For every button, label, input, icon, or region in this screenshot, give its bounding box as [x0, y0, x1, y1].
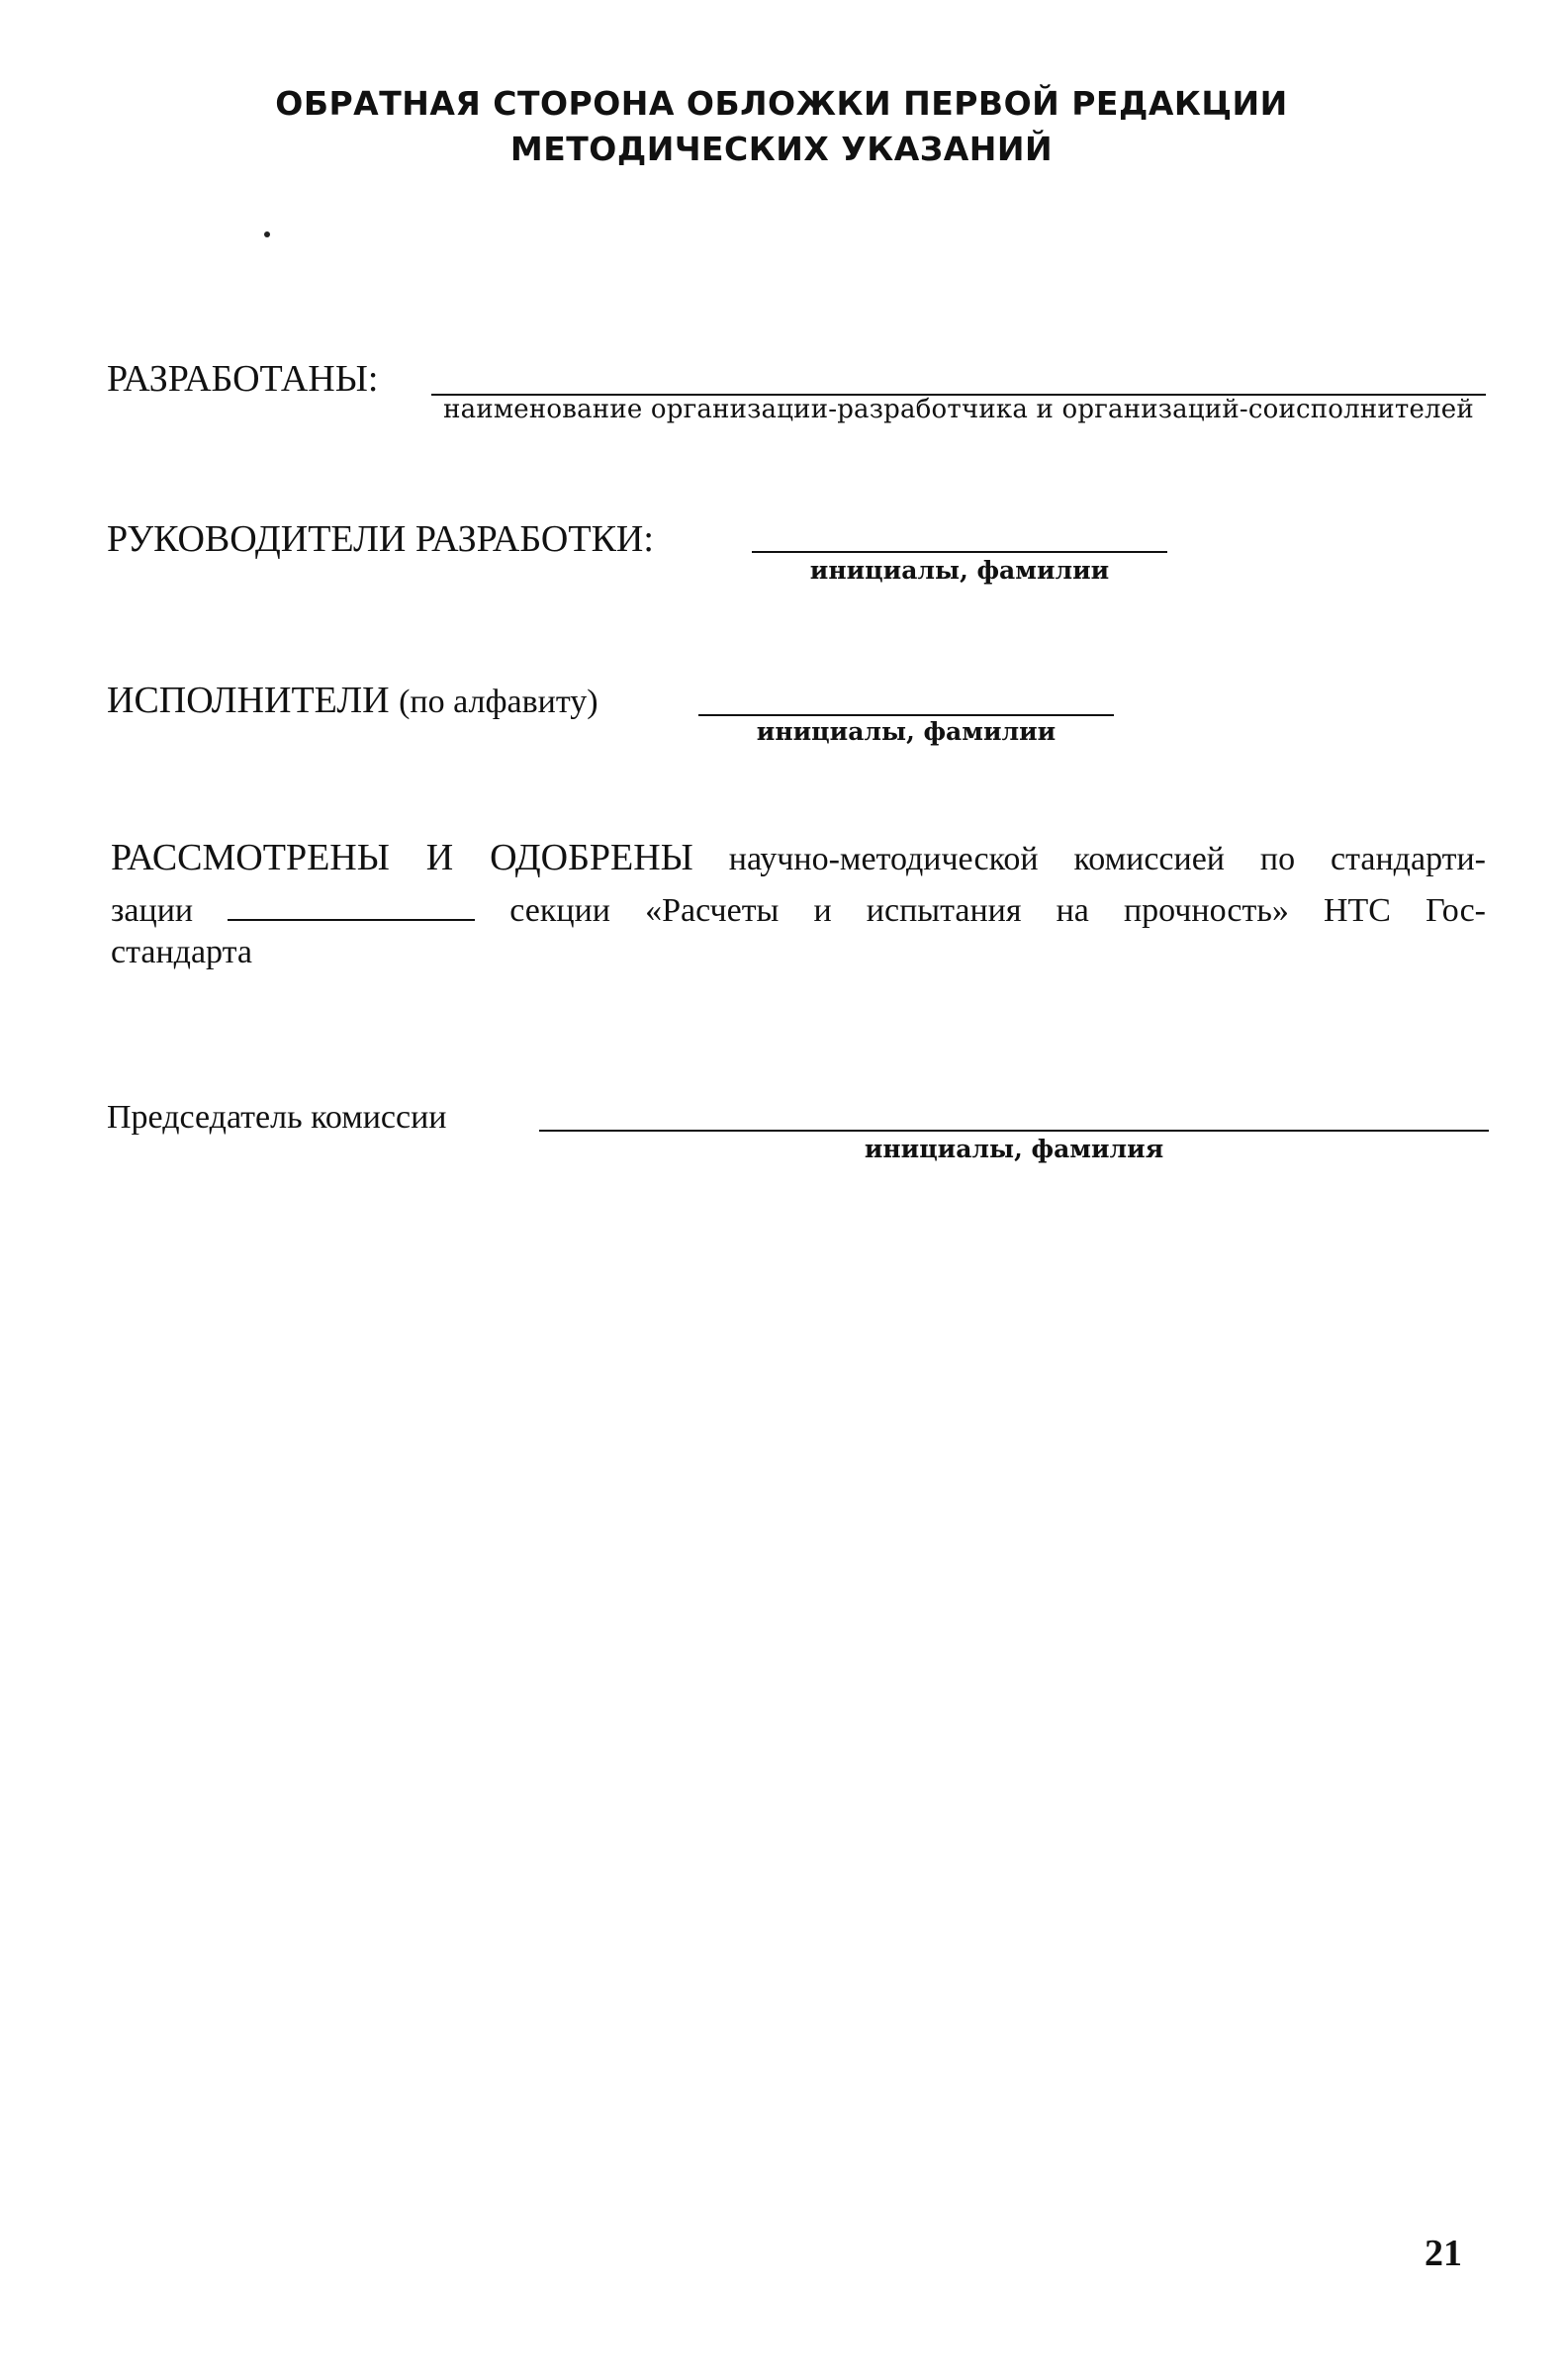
developed-label: РАЗРАБОТАНЫ:: [107, 358, 379, 400]
leaders-fill-line: [752, 551, 1167, 553]
performers-caption: инициалы, фамилии: [756, 717, 1057, 746]
approval-line-2-start: зации: [111, 892, 194, 929]
leaders-caption: инициалы, фамилии: [809, 556, 1110, 585]
performers-label: ИСПОЛНИТЕЛИ: [107, 680, 390, 721]
approval-line-2-rest: секции «Расчеты и испытания на прочность» НТС Гос-: [509, 892, 1486, 929]
title-line-1: ОБРАТНАЯ СТОРОНА ОБЛОЖКИ ПЕРВОЙ РЕДАКЦИИ: [275, 84, 1288, 123]
approval-caps: РАССМОТРЕНЫ И ОДОБРЕНЫ: [111, 837, 693, 878]
approval-line-1: [111, 837, 1486, 880]
approval-paragraph: [111, 837, 1486, 973]
performers-label-row: [107, 679, 598, 724]
stray-dot-mark: [264, 231, 270, 237]
chairman-label: Председатель комиссии: [107, 1099, 447, 1136]
developed-caption: наименование организации-разработчика и организаций-соисполнителей: [443, 395, 1474, 424]
approval-line-1-rest: научно-методической комиссией по стандарти-: [728, 841, 1486, 877]
chairman-caption: инициалы, фамилия: [864, 1135, 1164, 1163]
section-name-blank: [228, 893, 475, 921]
approval-line-3: стандарта: [111, 934, 252, 970]
page-number: 21: [1425, 2233, 1462, 2274]
chairman-label-row: [107, 1094, 447, 1140]
approval-line-2: [111, 890, 1486, 932]
page-title: [0, 81, 1563, 172]
title-line-2: МЕТОДИЧЕСКИХ УКАЗАНИЙ: [509, 130, 1054, 168]
performers-fill-line: [698, 714, 1114, 716]
performers-label-suffix: (по алфавиту): [399, 684, 598, 720]
leaders-label: РУКОВОДИТЕЛИ РАЗРАБОТКИ:: [107, 518, 654, 560]
chairman-fill-line: [539, 1130, 1489, 1132]
